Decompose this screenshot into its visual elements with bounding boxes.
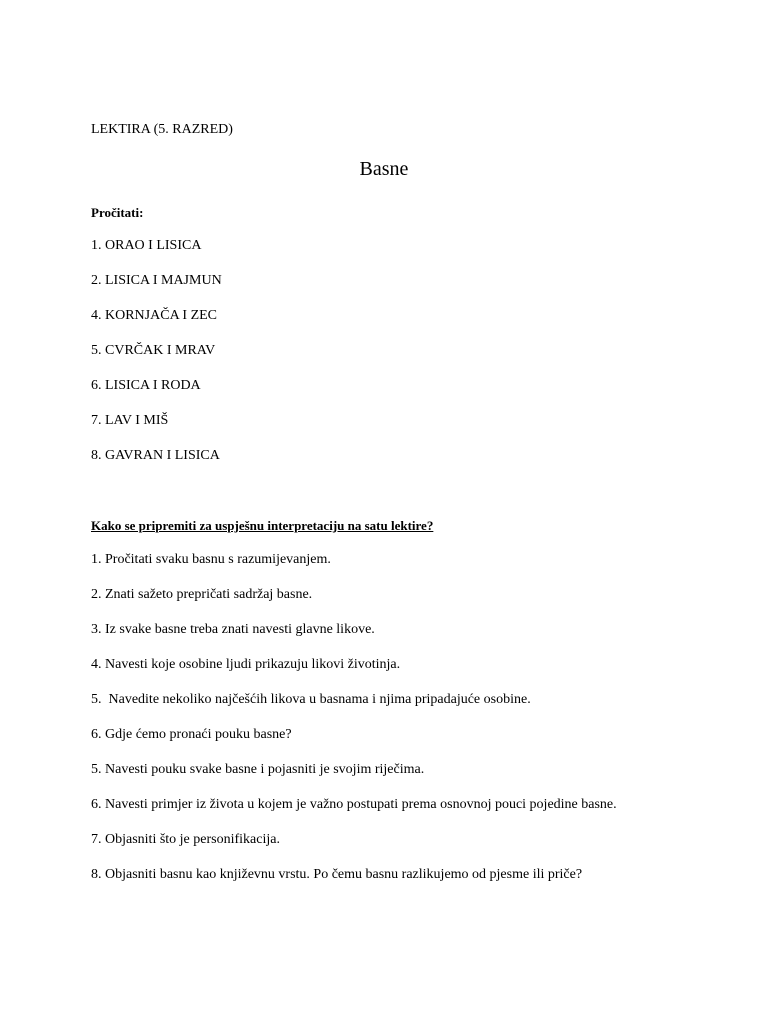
document-header: LEKTIRA (5. RAZRED) bbox=[91, 122, 233, 137]
reading-item: 4. KORNJAČA I ZEC bbox=[91, 308, 218, 323]
preparation-item: 3. Iz svake basne treba znati navesti glavne likove. bbox=[91, 622, 375, 637]
preparation-item: 7. Objasniti što je personifikacija. bbox=[91, 832, 280, 847]
preparation-item: 2. Znati sažeto prepričati sadržaj basne. bbox=[91, 587, 313, 602]
document-title: Basne bbox=[359, 158, 409, 180]
preparation-item: 6. Navesti primjer iz života u kojem je važno postupati prema osnovnoj pouci pojedine basne. bbox=[91, 797, 617, 812]
reading-item: 7. LAV I MIŠ bbox=[91, 413, 169, 428]
reading-item: 2. LISICA I MAJMUN bbox=[91, 273, 222, 288]
preparation-item: 8. Objasniti basnu kao književnu vrstu. Po čemu basnu razlikujemo od pjesme ili priče? bbox=[91, 867, 583, 882]
reading-item: 8. GAVRAN I LISICA bbox=[91, 448, 220, 463]
preparation-heading: Kako se pripremiti za uspješnu interpretaciju na satu lektire? bbox=[91, 518, 434, 533]
reading-item: 6. LISICA I RODA bbox=[91, 378, 201, 393]
reading-item: 1. ORAO I LISICA bbox=[91, 238, 202, 253]
preparation-item: 4. Navesti koje osobine ljudi prikazuju likovi životinja. bbox=[91, 657, 401, 672]
reading-item: 5. CVRČAK I MRAV bbox=[91, 343, 216, 358]
preparation-item: 6. Gdje ćemo pronaći pouku basne? bbox=[91, 727, 292, 742]
reading-heading: Pročitati: bbox=[91, 205, 144, 220]
preparation-item: 5. Navedite nekoliko najčešćih likova u basnama i njima pripadajuće osobine. bbox=[91, 692, 531, 707]
preparation-item: 1. Pročitati svaku basnu s razumijevanjem. bbox=[91, 552, 331, 567]
preparation-item: 5. Navesti pouku svake basne i pojasniti je svojim riječima. bbox=[91, 762, 425, 777]
